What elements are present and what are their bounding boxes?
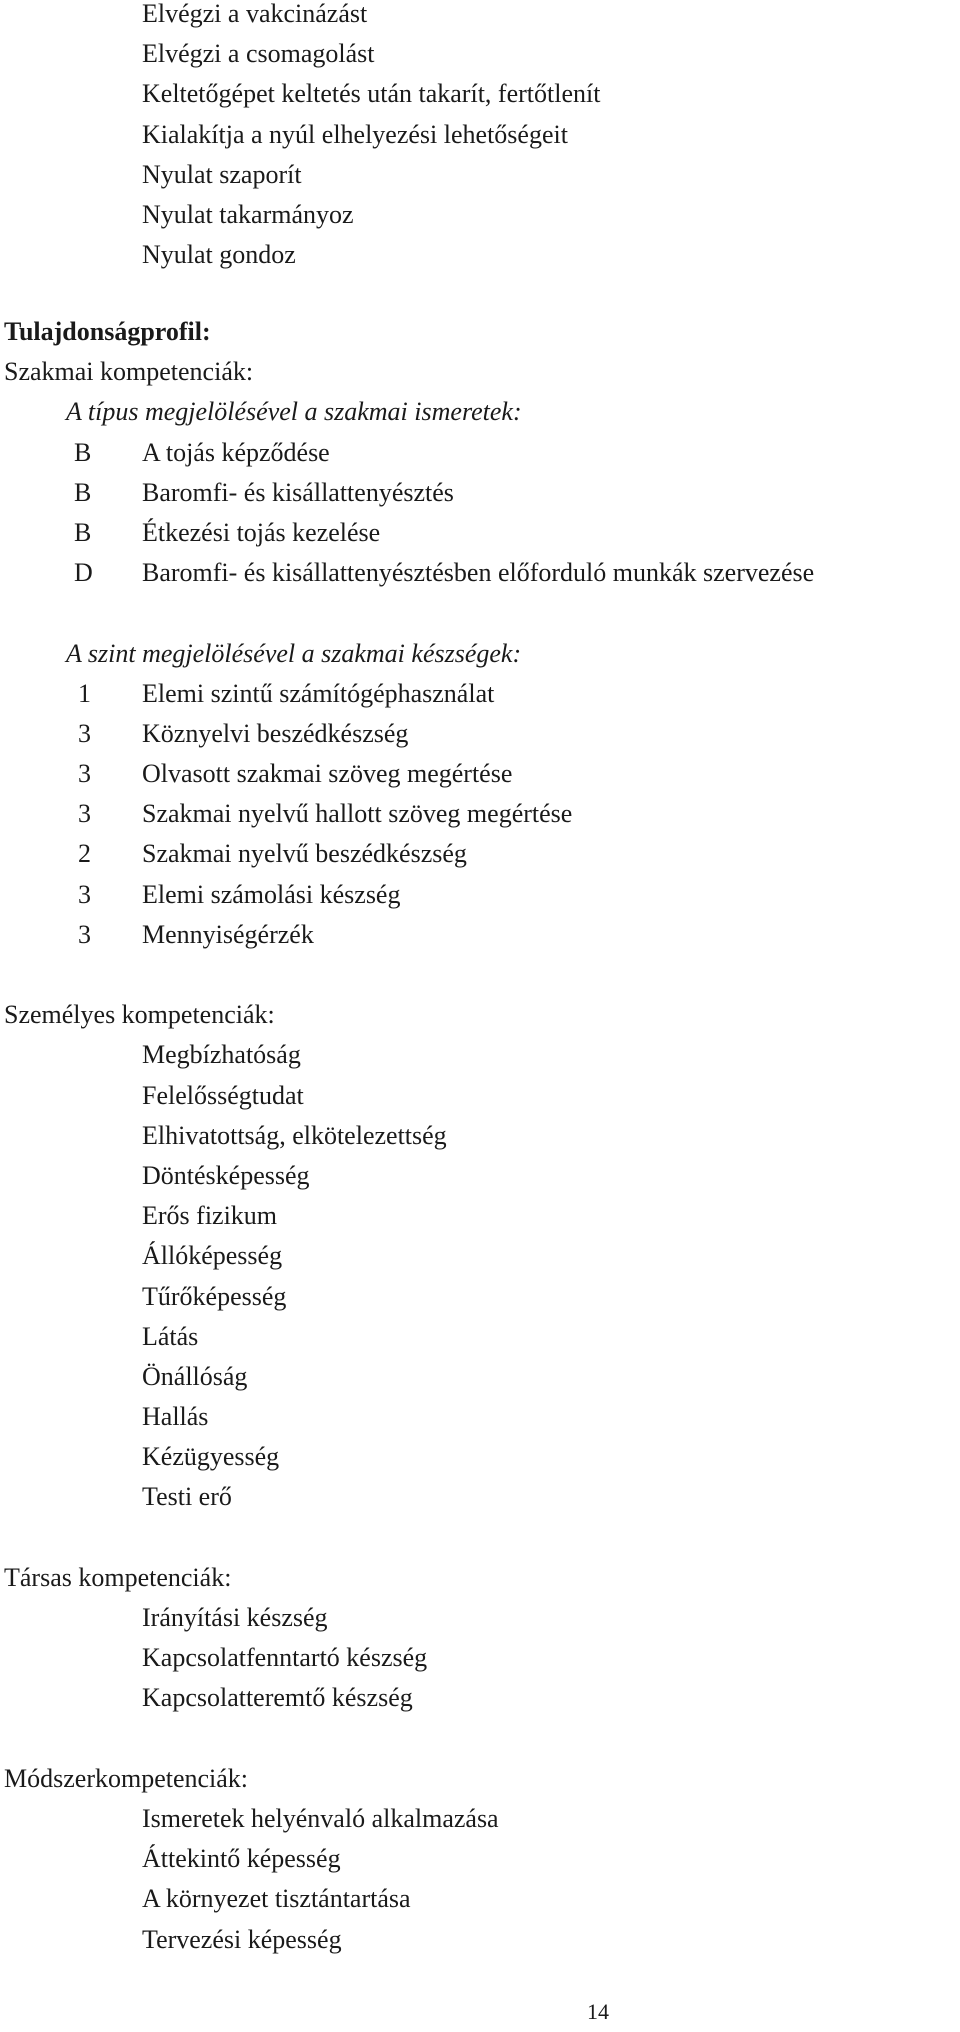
list-item: Állóképesség (142, 1241, 283, 1271)
list-item: Erős fizikum (142, 1201, 278, 1231)
property-profile (4, 312, 954, 1960)
task-item: Kialakítja a nyúl elhelyezési lehetőségeit (142, 119, 568, 149)
knowledge-type-code: B (74, 517, 92, 547)
knowledge-type-code: B (74, 477, 92, 507)
knowledge-row (4, 553, 954, 593)
skill-row (4, 754, 954, 794)
skill-text: Elemi szintű számítógéphasználat (142, 678, 495, 708)
page-number: 14 (587, 1999, 609, 2024)
list-item: Testi erő (142, 1482, 232, 1512)
list-item: Tervezési képesség (142, 1924, 342, 1954)
spacer (4, 955, 954, 995)
task-item: Nyulat gondoz (142, 240, 296, 270)
list-item: Kézügyesség (142, 1442, 280, 1472)
skill-row (4, 674, 954, 714)
task-list (142, 0, 600, 275)
list-item: Elhivatottság, elkötelezettség (142, 1120, 447, 1150)
knowledge-row (4, 513, 954, 553)
list-item: A környezet tisztántartása (142, 1884, 411, 1914)
skill-level: 2 (78, 839, 91, 869)
knowledge-text: Baromfi- és kisállattenyésztés (142, 477, 454, 507)
task-item: Elvégzi a vakcinázást (142, 0, 368, 28)
skill-level: 3 (78, 759, 91, 789)
task-item: Nyulat takarmányoz (142, 199, 354, 229)
task-item: Keltetőgépet keltetés után takarít, fertőtlenít (142, 79, 601, 109)
list-item: Ismeretek helyénvaló alkalmazása (142, 1803, 499, 1833)
personal-competencies-list (4, 1035, 954, 1517)
profile-title: Tulajdonságprofil: (4, 317, 211, 346)
social-competencies-label: Társas kompetenciák: (4, 1562, 232, 1592)
list-item: Látás (142, 1321, 199, 1351)
knowledge-text: A tojás képződése (142, 437, 330, 467)
skill-text: Olvasott szakmai szöveg megértése (142, 759, 513, 789)
skill-text: Köznyelvi beszédkészség (142, 718, 409, 748)
skill-text: Elemi számolási készség (142, 879, 401, 909)
skill-row (4, 915, 954, 955)
personal-competencies-label: Személyes kompetenciák: (4, 1000, 275, 1030)
social-competencies-list (4, 1598, 954, 1719)
skill-row (4, 714, 954, 754)
method-competencies-list (4, 1799, 954, 1960)
method-competencies-label: Módszerkompetenciák: (4, 1763, 249, 1793)
knowledge-heading: A típus megjelölésével a szakmai ismeretek: (66, 397, 522, 427)
task-item: Nyulat szaporít (142, 159, 302, 189)
skill-text: Mennyiségérzék (142, 919, 314, 949)
spacer (4, 1719, 954, 1759)
skill-level: 3 (78, 879, 91, 909)
list-item: Kapcsolatfenntartó készség (142, 1643, 428, 1673)
list-item: Kapcsolatteremtő készség (142, 1683, 413, 1713)
skill-level: 3 (78, 919, 91, 949)
list-item: Felelősségtudat (142, 1080, 304, 1110)
skill-level: 1 (78, 678, 91, 708)
knowledge-text: Étkezési tojás kezelése (142, 517, 381, 547)
list-item: Irányítási készség (142, 1603, 328, 1632)
skills-heading: A szint megjelölésével a szakmai készségek: (66, 638, 522, 668)
list-item: Tűrőképesség (142, 1281, 287, 1311)
spacer (4, 593, 954, 633)
list-item: Hallás (142, 1402, 209, 1432)
skill-text: Szakmai nyelvű hallott szöveg megértése (142, 799, 573, 829)
skill-row (4, 875, 954, 915)
spacer (4, 1518, 954, 1558)
knowledge-row (4, 473, 954, 513)
list-item: Áttekintő képesség (142, 1844, 341, 1874)
skill-row (4, 794, 954, 834)
knowledge-text: Baromfi- és kisállattenyésztésben előforduló munkák szervezése (142, 558, 815, 588)
professional-competencies-label: Szakmai kompetenciák: (4, 357, 254, 387)
knowledge-row (4, 433, 954, 473)
task-item: Elvégzi a csomagolást (142, 39, 375, 69)
skill-level: 3 (78, 718, 91, 748)
skill-level: 3 (78, 799, 91, 829)
list-item: Önállóság (142, 1361, 248, 1391)
skill-row (4, 834, 954, 874)
knowledge-type-code: D (74, 558, 93, 588)
skill-text: Szakmai nyelvű beszédkészség (142, 839, 467, 869)
list-item: Megbízhatóság (142, 1040, 301, 1070)
knowledge-type-code: B (74, 437, 92, 467)
list-item: Döntésképesség (142, 1160, 310, 1190)
